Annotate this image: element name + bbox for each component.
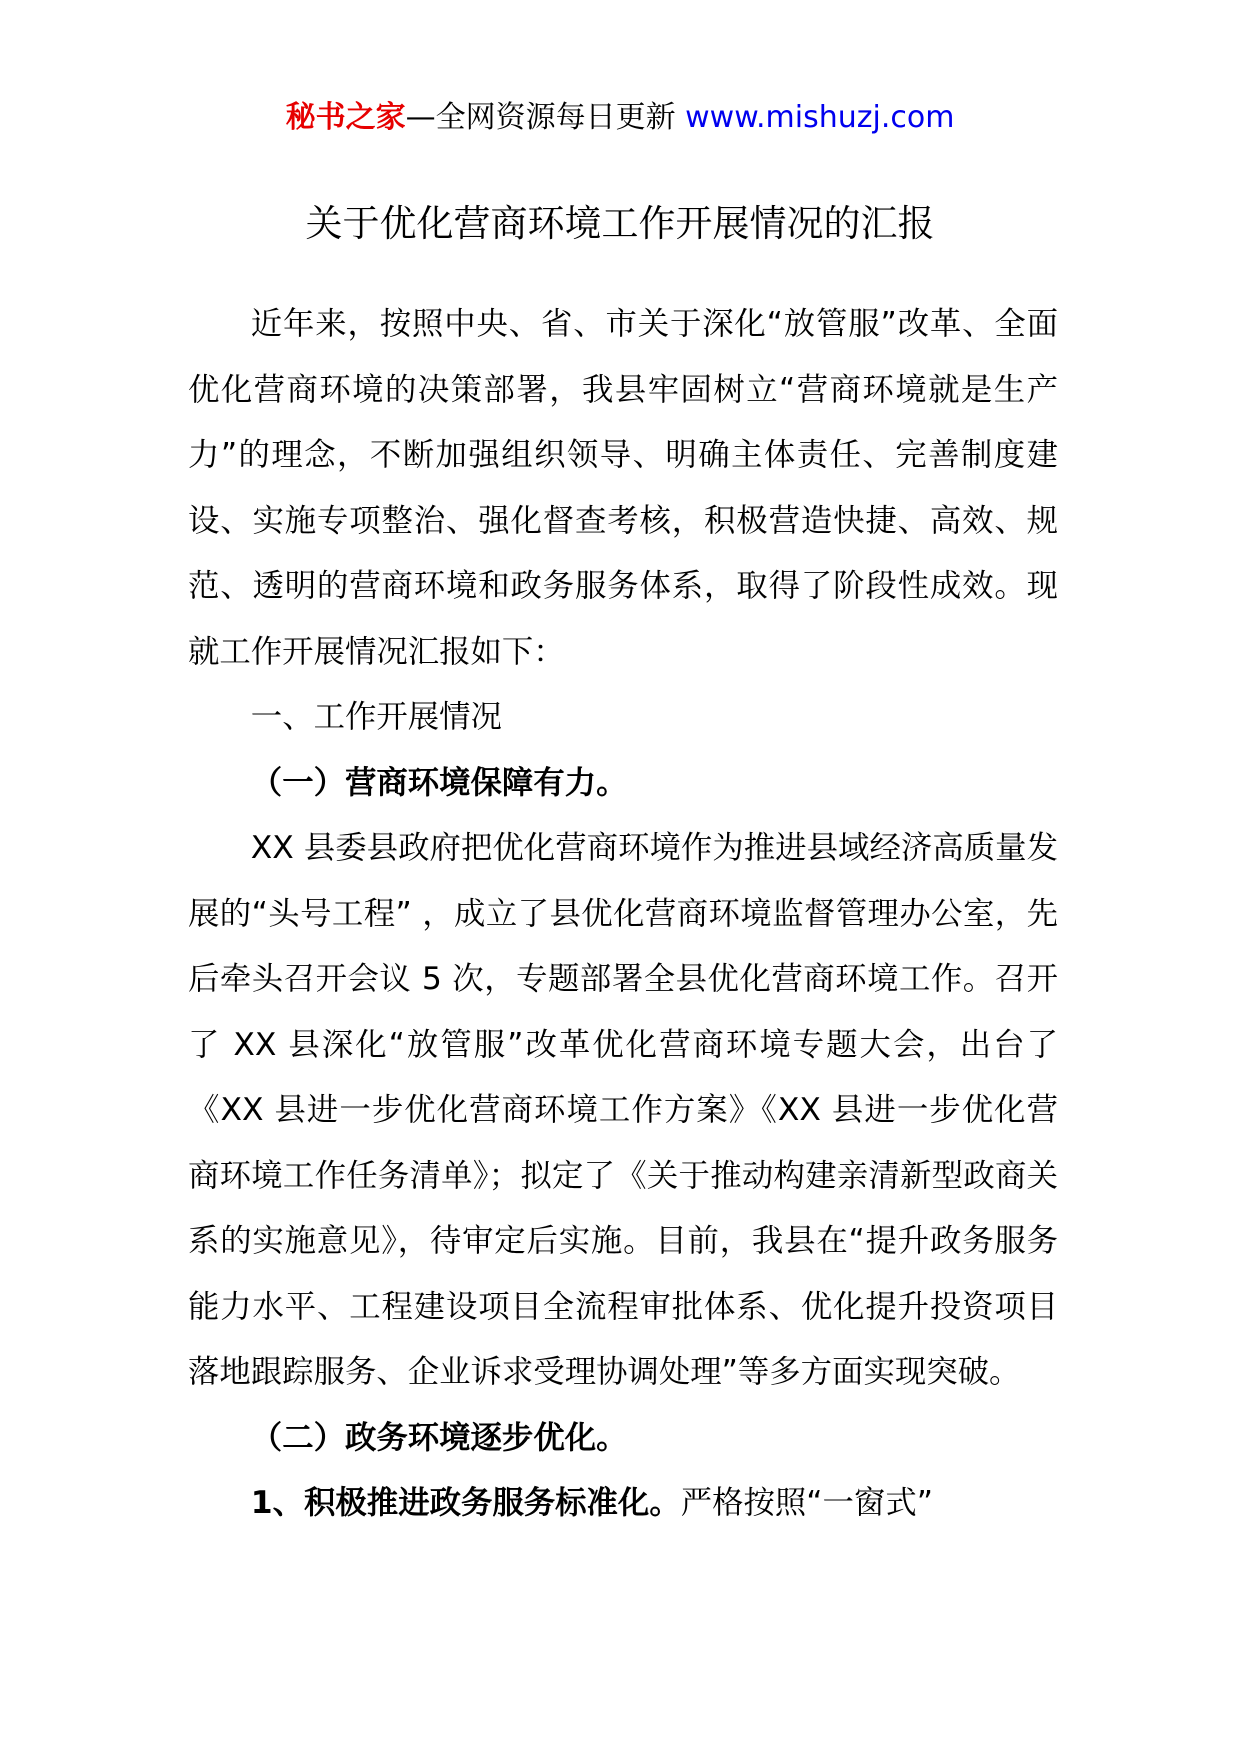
site-tagline: —全网资源每日更新 [405,100,676,135]
item-1-paragraph [188,1471,1058,1537]
document-body [188,292,1058,1537]
item-1-lead: 1、积极推进政务服务标准化。 [250,1485,681,1521]
item-1-text: 严格按照“一窗式” [680,1485,933,1521]
section-heading: 一、工作开展情况 [250,699,502,735]
site-header [0,96,1240,140]
site-brand: 秘书之家 [285,100,406,135]
subsection-heading-2: （二）政务环境逐步优化。 [250,1419,628,1456]
subsection-1-paragraph: XX 县委县政府把优化营商环境作为推进县域经济高质量发展的“头号工程” ，成立了县优化营商环境监督管理办公室，先后牵头召开会议 5 次，专题部署全县优化营商环境工作。召开了 XX 县深化“放管服”改革优化营商环境专题大会，出台了《XX 县进一步优化营商环境工作方案》《XX 县进一步优化营商环境工作任务清单》；拟定了《关于推动构建亲清新型政商关系的实施意见》，待审定后实施。目前，我县在“提升政务服务能力水平、工程建设项目全流程审批体系、优化提升投资项目落地跟踪服务、企业诉求受理协调处理”等多方面实现突破。 [188,830,1058,1390]
intro-paragraph: 近年来，按照中央、省、市关于深化“放管服”改革、全面优化营商环境的决策部署，我县牢固树立“营商环境就是生产力”的理念，不断加强组织领导、明确主体责任、完善制度建设、实施专项整治、强化督查考核，积极营造快捷、高效、规范、透明的营商环境和政务服务体系，取得了阶段性成效。现就工作开展情况汇报如下： [188,306,1058,670]
document-title: 关于优化营商环境工作开展情况的汇报 [305,202,935,245]
site-url-link[interactable]: www.mishuzj.com [685,100,955,135]
subsection-heading-1: （一）营商环境保障有力。 [250,764,628,801]
